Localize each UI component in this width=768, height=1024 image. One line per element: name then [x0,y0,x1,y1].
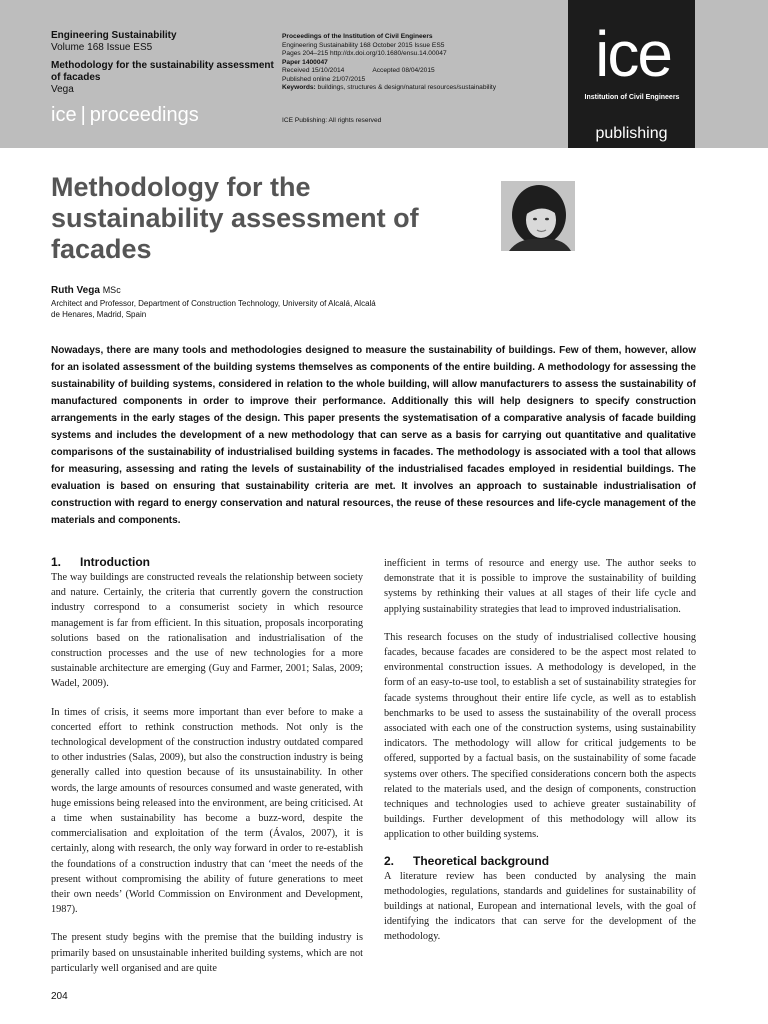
brand-separator: | [80,104,86,126]
journal-name: Engineering Sustainability [51,30,177,41]
section-title: Theoretical background [413,853,550,868]
brand-proceedings: proceedings [89,104,199,126]
theory-paragraph-1: A literature review has been conducted by analysing the main methodologies, regulations, standards and guidelines for sustainability of buildings at national, European and international levels, with the goal of identifying the indicators that can serve for the development of the methodology. [384,870,696,943]
meta-issue: Engineering Sustainability 168 October 2015 Issue ES5 [282,41,445,49]
author-degree: MSc [102,285,121,295]
right-column [384,556,696,945]
author-photo [501,181,575,251]
keywords: buildings, structures & design/natural resources/sustainability [315,84,497,91]
intro-paragraph-5: This research focuses on the study of industrialised collective housing facades, because facades are considered to be the aspect most related to environmental construction issues. A methodology is developed, in the form of an easy-to-use tool, to establish a set of sustainability strategies for facade systems throughout their entire life cycle, as well as to establish benchmarks to be used to assess the sustainability of the overall process associated with each one of the construction systems, using sustainability indicators. The methodology will allow for critical judgements to be offered, supported by a factual basis, on the sustainability of some facade systems over others. The specified considerations concern both the aspects related to the materials used, and the design of components, construction techniques and technologies used to achieve greater sustainability of buildings. Further development of this methodology will allow its application to other building systems. [384,631,696,841]
meta-paper: Paper 1400047 [282,58,328,66]
meta-pages: Pages 204–215 http://dx.doi.org/10.1680/ensu.14.00047 [282,50,447,57]
brand-ice: ice [51,104,77,126]
author-name: Ruth Vega [51,285,100,296]
logo-institution: Institution of Civil Engineers [584,94,680,101]
section-heading-introduction [51,554,363,570]
meta-published: Published online 21/07/2015 [282,75,366,83]
intro-paragraph-2: In times of crisis, it seems more important than ever before to make a concerted effort to rethink construction methods. Not only is the technological development of the construction industry outdated compared to other industries (Salas, 2009), but also the construction industry is being generally called into question because of its unsustainability. In other words, the large amounts of resources consumed and waste generated, with huge emissions being released into the environment, are being criticised. At a time when sustainability has become a buzz-word, despite the commercialisation and exploitation of the term (Ávalos, 2007), it is certainly, along with research, the only way forward in order to re-establish the foundations of a construction industry that can ‘meet the needs of the present without compromising the ability of future generations to meet their own needs’ (World Commission on Environment and Development, 1987). [51,706,363,916]
article-metadata [282,33,572,124]
logo-publishing: publishing [595,125,668,142]
running-title: Methodology for the sustainability assessment of facades [51,60,274,83]
section-number: 2. [384,853,395,868]
intro-paragraph-4: inefficient in terms of resource and energy use. The author seeks to demonstrate that it is possible to improve the sustainability of building systems by rethinking their values at all stages of their life cycle and applying sustainability strategies that lead to improved industrialisation. [384,558,696,615]
intro-paragraph-1: The way buildings are constructed reveals the relationship between society and nature. Certainly, the criteria that currently govern the construction industry correspond to a consumerist society in which resource management is far from efficient. In this situation, proposals incorporating solutions based on the rationalisation and industrialisation of the construction processes and the use of new technologies for a more sustainable architecture are emerging (Guy and Farmer, 2001; Salas, 2009; Wadel, 2009). [51,572,363,690]
section-heading-theoretical-background [384,853,696,869]
ice-proceedings-brand [51,104,199,127]
abstract: Nowadays, there are many tools and methodologies designed to measure the sustainability of buildings. Few of them, however, allow for an isolated assessment of the building systems themselves as components of the entire building. A methodology for assessing the sustainability of building systems, considered in relation to the whole building, will allow manufacturers to assess the sustainability of manufactured components in order to improve their performance. Additionally this will help designers to specify construction arrangements in the early stages of the design. This paper presents the systematisation of a comparative analysis of facade building systems and includes the development of a new methodology that can serve as a basis for carrying out quantitative and qualitative comparisons of the sustainability of industrialised building systems in facades. The methodology is associated with a tool that allows for measuring, assessing and rating the levels of sustainability of the industrialised facades employed in residential buildings. The evaluation is based on ensuring that sustainability criteria are met. It involves an approach to sustainable industrialisation of construction with regard to energy conservation and natural resources, the reuse of these resources and life-cycle management of the materials and components. [51,345,696,526]
author-line [51,285,121,296]
journal-header [0,0,768,148]
page-number: 204 [51,991,68,1002]
section-number: 1. [51,555,62,569]
meta-title: Proceedings of the Institution of Civil Engineers [282,33,433,40]
rights-notice: ICE Publishing: All rights reserved [282,117,382,124]
ice-publishing-logo [568,0,695,148]
running-author: Vega [51,84,74,95]
intro-paragraph-3: The present study begins with the premise that the building industry is primarily based on unsustainable inherited building systems, which are not particularly well organised and are quite [51,932,363,974]
section-title: Introduction [80,555,150,569]
logo-ice-wordmark: ice [595,18,671,90]
article-title: Methodology for the sustainability assessment of facades [51,172,419,264]
journal-volume: Volume 168 Issue ES5 [51,42,153,53]
left-column [51,554,363,976]
journal-info [51,30,276,96]
author-affiliation: Architect and Professor, Department of Construction Technology, University of Alcalá, Alcalá de Henares, Madrid, Spain [51,299,376,319]
meta-received: Received 15/10/2014 [282,67,345,74]
meta-accepted: Accepted 08/04/2015 [372,67,435,74]
keywords-label: Keywords: [282,84,316,91]
